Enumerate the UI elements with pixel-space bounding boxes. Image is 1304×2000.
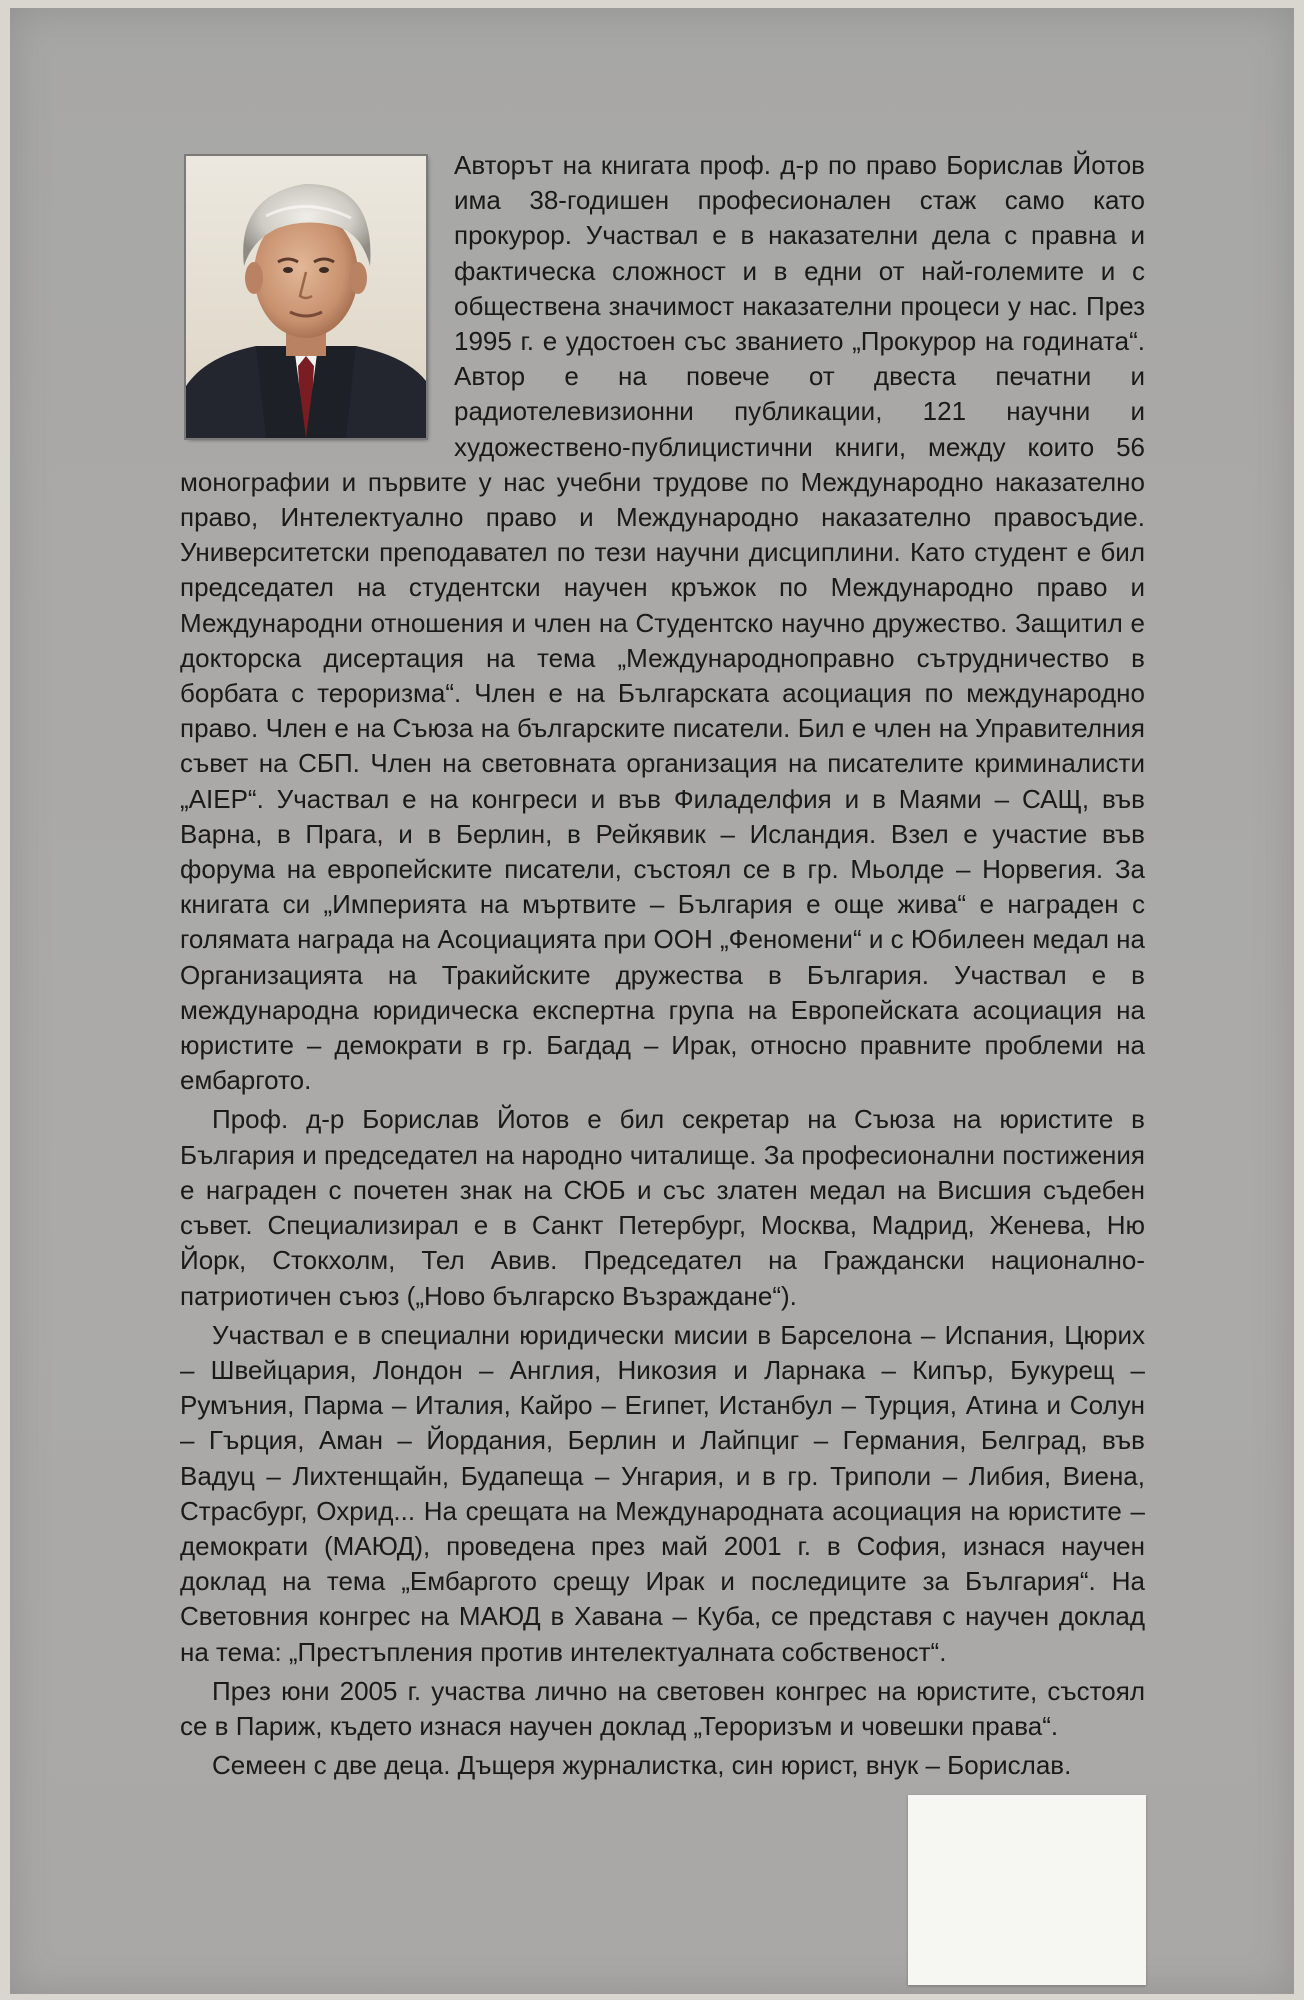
author-portrait-image xyxy=(186,156,426,438)
book-back-cover xyxy=(10,8,1294,1994)
bio-paragraph: През юни 2005 г. участва лично на световен конгрес на юристите, състоял се в Париж, където изнася научен доклад „Тероризъм и човешки права“. xyxy=(180,1675,1145,1741)
bio-paragraph: Семеен с две деца. Дъщеря журналистка, син юрист, внук – Борислав. xyxy=(212,1750,1072,1781)
author-bio xyxy=(180,148,1145,1787)
author-photo xyxy=(186,156,426,438)
price-sticker xyxy=(908,1795,1146,1985)
bio-paragraph: Участвал е в специални юридически мисии в Барселона – Испания, Цюрих – Швейцария, Лондон – Англия, Никозия и Ларнака – Кипър, Букурещ – Румъния, Парма – Италия, Кайро – Египет, Истанбул – Турция, Атина и Солун – Гърция, Аман – Йордания, Берлин и Лайпциг – Германия, Белград, във Вадуц – Лихтенщайн, Будапеща – Унгария, и в гр. Триполи – Либия, Виена, Страсбург, Охрид... На срещата на Международната асоциация на юристите – демократи (МАЮД), проведена през май 2001 г. в София, изнася научен доклад на тема „Ембаргото срещу Ирак и последиците за България“. На Световния конгрес на МАЮД в Хавана – Куба, се представя с научен доклад на тема: „Престъпления против интелектуалната собственост“. xyxy=(180,1319,1145,1667)
bio-paragraph: Проф. д-р Борислав Йотов е бил секретар на Съюза на юристите в България и председател на народно читалище. За професионални постижения е награден с почетен знак на СЮБ и със златен медал на Висшия съдебен съвет. Специализирал е в Санкт Петербург, Москва, Мадрид, Женева, Ню Йорк, Стокхолм, Тел Авив. Председател на Граждански национално-патриотичен съюз („Ново българско Възраждане“). xyxy=(180,1104,1145,1311)
bio-paragraph: Авторът на книгата проф. д-р по право Борислав Йотов има 38-годишен професионален стаж само като прокурор. Участвал е в наказателни дела с правна и фактическа сложност и в едни от най-големите и с обществена значимост наказателни процеси у нас. През 1995 г. е удостоен със званието „Прокурор на годината“. Автор е на повече от двеста печатни и радиотелевизионни публикации, 121 научни и художествено-публицистични книги, между които 56 монографии и първите у нас учебни трудове по Международно наказателно право, Интелектуално право и Международно наказателно правосъдие. Университетски преподавател по тези научни дисциплини. Като студент е бил председател на студентски научен кръжок по Международно право и Международни отношения и член на Студентско научно дружество. Защитил е докторска дисертация на тема „Международноправно сътрудничество в борбата с тероризма“. Член е на Българската асоциация по международно право. Член е на Съюза на българските писатели. Бил е член на Управителния съвет на СБП. Член на световната организация на писателите криминалисти „AIEP“. Участвал е на конгреси и във Филаделфия и в Маями – САЩ, във Варна, в Прага, и в Берлин, в Рейкявик – Исландия. Взел е участие във форума на европейските писатели, състоял се в гр. Мьолде – Норвегия. За книгата си „Империята на мъртвите – България е още жива“ е награден с голямата награда на Асоциацията при ООН „Феномени“ и с Юбилеен медал на Организацията на Тракийските дружества в България. Участвал е в международна юридическа експертна група на Европейската асоциация на юристите – демократи в гр. Багдад – Ирак, относно правните проблеми на ембаргото. xyxy=(180,150,1145,1096)
